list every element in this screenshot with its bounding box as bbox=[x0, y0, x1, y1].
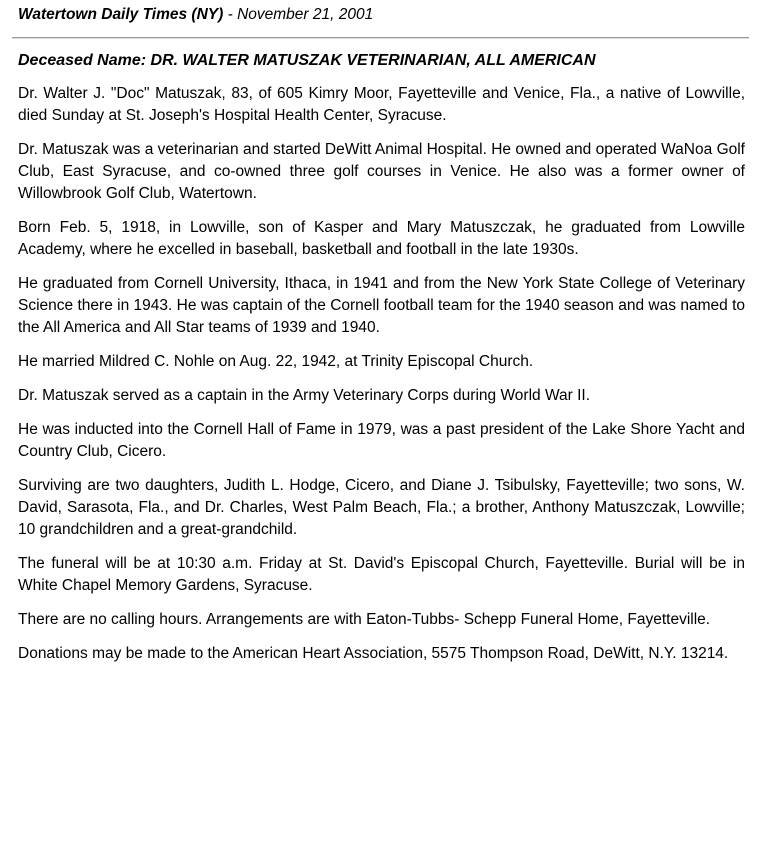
paragraph-arrangements: There are no calling hours. Arrangements are with Eaton-Tubbs- Schepp Funeral Home, Fayetteville. bbox=[18, 611, 711, 628]
newspaper-name: Watertown Daily Times (NY) bbox=[18, 6, 224, 23]
deceased-name: DR. WALTER MATUSZAK VETERINARIAN, ALL AMERICAN bbox=[150, 52, 596, 69]
paragraph-funeral: The funeral will be at 10:30 a.m. Friday at St. David's Episcopal Church, Fayetteville. Burial will be in White Chapel Memory Gardens, Syracuse. bbox=[18, 555, 745, 594]
paragraph-education: He graduated from Cornell University, Ithaca, in 1941 and from the New York State College of Veterinary Science there in 1943. He was captain of the Cornell football team for the 1940 season and was named to the All America and All Star teams of 1939 and 1940. bbox=[18, 275, 745, 336]
deceased-label: Deceased Name: bbox=[18, 52, 151, 69]
publication-date: November 21, 2001 bbox=[237, 6, 374, 23]
paragraph-military: Dr. Matuszak served as a captain in the Army Veterinary Corps during World War II. bbox=[18, 387, 591, 404]
article-header bbox=[18, 6, 373, 24]
paragraph-death-notice: Dr. Walter J. "Doc" Matuszak, 83, of 605 Kimry Moor, Fayetteville and Venice, Fla., a native of Lowville, died Sunday at St. Joseph's Hospital Health Center, Syracuse. bbox=[18, 85, 745, 124]
paragraph-donations: Donations may be made to the American Heart Association, 5575 Thompson Road, DeWitt, N.Y. 13214. bbox=[18, 645, 729, 662]
deceased-heading bbox=[18, 50, 745, 72]
paragraph-career: Dr. Matuszak was a veterinarian and started DeWitt Animal Hospital. He owned and operated WaNoa Golf Club, East Syracuse, and co-owned three golf courses in Venice. He also was a former owner of Willowbrook Golf Club, Watertown. bbox=[18, 141, 745, 202]
paragraph-survivors: Surviving are two daughters, Judith L. Hodge, Cicero, and Diane J. Tsibulsky, Fayetteville; two sons, W. David, Sarasota, Fla., and Dr. Charles, West Palm Beach, Fla.; a brother, Anthony Matuszczak, Lowville; 10 grandchildren and a great-grandchild. bbox=[18, 477, 745, 538]
header-separator: - bbox=[223, 6, 238, 23]
paragraph-honors: He was inducted into the Cornell Hall of Fame in 1979, was a past president of the Lake Shore Yacht and Country Club, Cicero. bbox=[18, 421, 745, 460]
paragraph-marriage: He married Mildred C. Nohle on Aug. 22, 1942, at Trinity Episcopal Church. bbox=[18, 353, 534, 370]
paragraph-birth: Born Feb. 5, 1918, in Lowville, son of Kasper and Mary Matuszczak, he graduated from Lowville Academy, where he excelled in baseball, basketball and football in the late 1930s. bbox=[18, 219, 745, 258]
obituary-body bbox=[18, 50, 745, 677]
header-divider bbox=[12, 37, 749, 39]
